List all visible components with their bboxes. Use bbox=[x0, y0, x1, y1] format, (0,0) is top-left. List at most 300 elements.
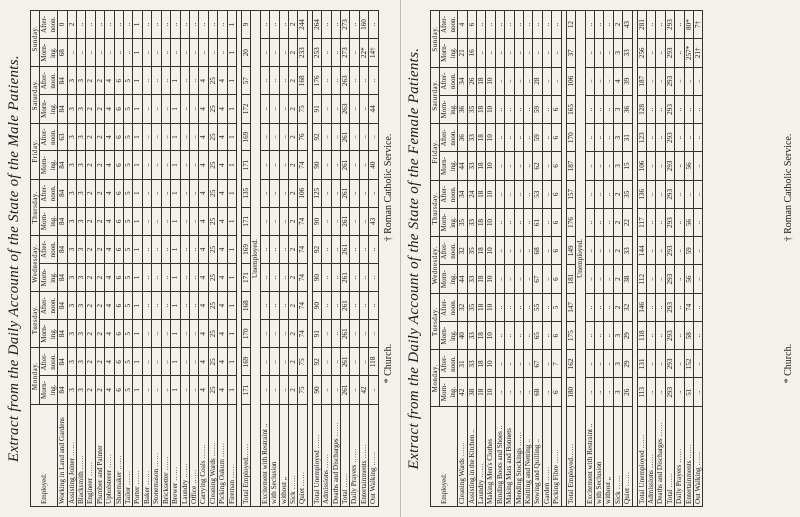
cell-value: 5 bbox=[124, 207, 133, 235]
cell-value: 3 bbox=[67, 95, 76, 123]
cell-value: 152 bbox=[684, 350, 693, 378]
cell-value: 1 bbox=[171, 263, 180, 291]
row-label: Total Employed…… bbox=[241, 404, 250, 506]
row-label: Shoemaker …… bbox=[114, 404, 123, 506]
morning-header: Morn- ing. bbox=[40, 151, 58, 179]
cell-value: 4 bbox=[105, 376, 114, 404]
day-header: Tuesday. bbox=[31, 292, 40, 348]
cell-value: 293 bbox=[665, 237, 674, 265]
cell-value: .. bbox=[152, 207, 161, 235]
cell-value: 4 bbox=[105, 151, 114, 179]
cell-value: .. bbox=[505, 180, 514, 208]
cell-value: 38 bbox=[467, 378, 476, 407]
cell-value: 106 bbox=[566, 67, 575, 95]
table-row bbox=[77, 11, 86, 507]
cell-value: 160 bbox=[359, 11, 368, 39]
cell-value: .. bbox=[514, 67, 523, 95]
cell-value: .. bbox=[322, 263, 331, 291]
cell-value: .. bbox=[675, 321, 684, 350]
cell-value: .. bbox=[585, 152, 594, 181]
cell-value: 2 bbox=[86, 376, 95, 404]
cell-value: .. bbox=[646, 67, 655, 95]
cell-value: 40 bbox=[458, 321, 467, 350]
row-label: without „ bbox=[279, 404, 288, 506]
cell-value: .. bbox=[161, 95, 170, 123]
cell-value: 35 bbox=[623, 180, 632, 208]
cell-value: .. bbox=[260, 292, 269, 320]
cell-value: 1 bbox=[227, 292, 236, 320]
cell-value: 21† bbox=[693, 39, 702, 68]
cell-value: 261 bbox=[341, 151, 350, 179]
cell-value: .. bbox=[279, 95, 288, 123]
cell-value: 293 bbox=[665, 152, 674, 181]
cell-value: .. bbox=[279, 263, 288, 291]
cell-value: .. bbox=[684, 67, 693, 95]
cell-value: .. bbox=[279, 320, 288, 348]
row-label: Plumber and Painter bbox=[95, 404, 104, 506]
cell-value: 4 bbox=[218, 179, 227, 207]
cell-value: .. bbox=[359, 123, 368, 151]
cell-value: 92 bbox=[312, 348, 321, 376]
cell-value: .. bbox=[542, 350, 551, 378]
day-header: Wednesday. bbox=[31, 236, 40, 292]
cell-value: .. bbox=[142, 95, 151, 123]
table-row bbox=[241, 11, 250, 507]
cell-value: 2 bbox=[95, 67, 104, 95]
cell-value: .. bbox=[152, 39, 161, 67]
cell-value: 44 bbox=[458, 152, 467, 181]
cell-value: .. bbox=[542, 95, 551, 124]
cell-value: 261 bbox=[341, 236, 350, 264]
cell-value: 2 bbox=[288, 263, 297, 291]
cell-value: .. bbox=[524, 180, 533, 208]
cell-value: 18 bbox=[477, 378, 486, 407]
cell-value: 25 bbox=[208, 95, 217, 123]
cell-value: .. bbox=[105, 11, 114, 39]
cell-value: .. bbox=[322, 179, 331, 207]
row-label: Brewer …… bbox=[171, 404, 180, 506]
cell-value: .. bbox=[350, 348, 359, 376]
table-row bbox=[684, 11, 693, 507]
cell-value: .. bbox=[495, 293, 504, 321]
cell-value: .. bbox=[495, 208, 504, 237]
cell-value: 75 bbox=[298, 376, 307, 404]
cell-value: 135 bbox=[241, 179, 250, 207]
table-row bbox=[675, 11, 684, 507]
cell-value: 1 bbox=[227, 179, 236, 207]
cell-value: 2 bbox=[95, 179, 104, 207]
cell-value: 74 bbox=[298, 320, 307, 348]
table-row bbox=[270, 11, 279, 507]
cell-value: .. bbox=[542, 237, 551, 265]
cell-value: 1 bbox=[171, 236, 180, 264]
cell-value: 1 bbox=[227, 348, 236, 376]
afternoon-header: After- noon. bbox=[440, 180, 458, 208]
table-row bbox=[552, 11, 561, 507]
cell-value: .. bbox=[189, 95, 198, 123]
cell-value: .. bbox=[142, 11, 151, 39]
cell-value: 171 bbox=[241, 151, 250, 179]
cell-value: .. bbox=[604, 11, 613, 39]
cell-value: 261 bbox=[341, 292, 350, 320]
cell-value: 33 bbox=[467, 124, 476, 152]
table-row bbox=[142, 11, 151, 507]
cell-value: .. bbox=[279, 39, 288, 67]
cell-value: .. bbox=[495, 180, 504, 208]
cell-value: .. bbox=[180, 320, 189, 348]
cell-value: .. bbox=[95, 11, 104, 39]
cell-value: 10 bbox=[486, 293, 495, 321]
cell-value: .. bbox=[260, 320, 269, 348]
cell-value: 3 bbox=[67, 263, 76, 291]
cell-value: 1 bbox=[227, 11, 236, 39]
cell-value: 175 bbox=[566, 321, 575, 350]
cell-value: .. bbox=[260, 11, 269, 39]
table-row bbox=[637, 11, 646, 507]
morning-header: Morn- ing. bbox=[440, 152, 458, 181]
cell-value: .. bbox=[675, 378, 684, 407]
cell-value: 3 bbox=[77, 292, 86, 320]
cell-value: 59 bbox=[533, 95, 542, 124]
cell-value: .. bbox=[542, 11, 551, 39]
table-row bbox=[341, 11, 350, 507]
cell-value: .. bbox=[189, 151, 198, 179]
cell-value: 21 bbox=[458, 39, 467, 68]
morning-header: Morn- ing. bbox=[40, 376, 58, 404]
row-label: Total Unemployed …… bbox=[637, 407, 646, 507]
afternoon-header: After- noon. bbox=[440, 124, 458, 152]
cell-value: 35 bbox=[467, 95, 476, 124]
cell-value: .. bbox=[124, 39, 133, 67]
cell-value: 3 bbox=[613, 124, 622, 152]
cell-value: .. bbox=[594, 124, 603, 152]
morning-header: Morn- ing. bbox=[440, 265, 458, 294]
cell-value: 5 bbox=[124, 123, 133, 151]
cell-value: 44 bbox=[458, 265, 467, 294]
cell-value: .. bbox=[199, 39, 208, 67]
cell-value: 2 bbox=[95, 348, 104, 376]
cell-value: .. bbox=[270, 320, 279, 348]
cell-value: .. bbox=[142, 236, 151, 264]
cell-value: 91 bbox=[312, 320, 321, 348]
cell-value: 1 bbox=[227, 95, 236, 123]
cell-value: 35 bbox=[458, 208, 467, 237]
cell-value: 0 bbox=[58, 11, 67, 39]
cell-value: .. bbox=[331, 39, 340, 67]
day-header: Friday. bbox=[431, 124, 440, 181]
morning-header: Morn- ing. bbox=[440, 95, 458, 124]
cell-value: 187 bbox=[637, 67, 646, 95]
cell-value: .. bbox=[180, 95, 189, 123]
cell-value: .. bbox=[486, 39, 495, 68]
cell-value: 18 bbox=[477, 208, 486, 237]
cell-value: 44 bbox=[369, 95, 378, 123]
cell-value: 43 bbox=[623, 11, 632, 39]
table-row bbox=[486, 11, 495, 507]
cell-value: .. bbox=[322, 207, 331, 235]
cell-value: 146 bbox=[637, 293, 646, 321]
cell-value: 2 bbox=[288, 95, 297, 123]
row-label: Entertainments …… bbox=[684, 407, 693, 507]
cell-value: .. bbox=[142, 292, 151, 320]
cell-value: .. bbox=[322, 11, 331, 39]
cell-value: 29 bbox=[623, 321, 632, 350]
cell-value: 4 bbox=[105, 123, 114, 151]
cell-value: .. bbox=[331, 151, 340, 179]
cell-value: 4 bbox=[613, 67, 622, 95]
cell-value: .. bbox=[260, 376, 269, 404]
table-row bbox=[189, 11, 198, 507]
table-row bbox=[322, 11, 331, 507]
cell-value: 3 bbox=[77, 236, 86, 264]
cell-value: .. bbox=[161, 376, 170, 404]
cell-value: 1 bbox=[133, 263, 142, 291]
cell-value: 3 bbox=[77, 348, 86, 376]
cell-value: 293 bbox=[665, 265, 674, 294]
cell-value: .. bbox=[542, 378, 551, 407]
cell-value: 10 bbox=[486, 321, 495, 350]
cell-value: .. bbox=[514, 208, 523, 237]
cell-value: 74 bbox=[684, 293, 693, 321]
cell-value: .. bbox=[505, 293, 514, 321]
cell-value: 90 bbox=[312, 376, 321, 404]
cell-value: .. bbox=[279, 348, 288, 376]
row-label: Admissions …… bbox=[646, 407, 655, 507]
cell-value: .. bbox=[656, 180, 665, 208]
cell-value: .. bbox=[189, 207, 198, 235]
cell-value: 244 bbox=[298, 11, 307, 39]
cell-value: 2 bbox=[95, 320, 104, 348]
cell-value: .. bbox=[604, 265, 613, 294]
cell-value: 55 bbox=[533, 293, 542, 321]
cell-value: .. bbox=[260, 236, 269, 264]
cell-value: .. bbox=[331, 236, 340, 264]
cell-value: 2 bbox=[95, 95, 104, 123]
cell-value: 67 bbox=[533, 265, 542, 294]
cell-value: .. bbox=[260, 263, 269, 291]
cell-value: 1 bbox=[227, 123, 236, 151]
cell-value: .. bbox=[542, 124, 551, 152]
cell-value: .. bbox=[260, 95, 269, 123]
cell-value: .. bbox=[180, 263, 189, 291]
table-row bbox=[458, 11, 467, 507]
cell-value: 2 bbox=[613, 265, 622, 294]
cell-value: 3 bbox=[67, 151, 76, 179]
cell-value: .. bbox=[180, 236, 189, 264]
cell-value: 18 bbox=[477, 152, 486, 181]
cell-value: 59 bbox=[533, 124, 542, 152]
cell-value: .. bbox=[114, 39, 123, 67]
cell-value: .. bbox=[675, 95, 684, 124]
cell-value: .. bbox=[656, 152, 665, 181]
cell-value: 3 bbox=[67, 292, 76, 320]
morning-header: Morn- ing. bbox=[40, 95, 58, 123]
cell-value: 3 bbox=[67, 207, 76, 235]
cell-value: .. bbox=[270, 95, 279, 123]
cell-value: 3 bbox=[77, 151, 86, 179]
cell-value: 123 bbox=[637, 124, 646, 152]
row-label: Sick …… bbox=[613, 407, 622, 507]
cell-value: 25 bbox=[208, 151, 217, 179]
cell-value: .. bbox=[270, 39, 279, 67]
cell-value: 32 bbox=[458, 237, 467, 265]
cell-value: .. bbox=[693, 293, 702, 321]
cell-value: 264 bbox=[312, 11, 321, 39]
cell-value: .. bbox=[270, 11, 279, 39]
afternoon-header: After- noon. bbox=[40, 292, 58, 320]
cell-value: 293 bbox=[665, 39, 674, 68]
cell-value: 25 bbox=[208, 376, 217, 404]
cell-value: 1 bbox=[171, 292, 180, 320]
cell-value: .. bbox=[161, 236, 170, 264]
cell-value: 6 bbox=[552, 208, 561, 237]
cell-value: .. bbox=[542, 39, 551, 68]
cell-value: .. bbox=[594, 180, 603, 208]
cell-value: 18 bbox=[477, 237, 486, 265]
cell-value: 5 bbox=[124, 67, 133, 95]
cell-value: .. bbox=[693, 208, 702, 237]
cell-value: .. bbox=[656, 39, 665, 68]
cell-value: 43 bbox=[369, 207, 378, 235]
cell-value: 2 bbox=[86, 348, 95, 376]
cell-value: .. bbox=[675, 180, 684, 208]
cell-value: 10 bbox=[486, 208, 495, 237]
cell-value: 4 bbox=[105, 263, 114, 291]
cell-value: 1 bbox=[227, 207, 236, 235]
cell-value: 37 bbox=[566, 39, 575, 68]
cell-value: 4 bbox=[199, 123, 208, 151]
day-header: Saturday. bbox=[431, 67, 440, 124]
cell-value: .. bbox=[585, 350, 594, 378]
cell-value: 2 bbox=[86, 236, 95, 264]
cell-value: .. bbox=[189, 376, 198, 404]
footnote-catholic: † Roman Catholic Service. bbox=[783, 133, 794, 242]
row-label: Binding Boots and Shoes .. bbox=[495, 407, 504, 507]
cell-value: 1 bbox=[133, 348, 142, 376]
morning-header: Morn- ing. bbox=[40, 207, 58, 235]
cell-value: 80* bbox=[684, 11, 693, 39]
cell-value: 12 bbox=[566, 11, 575, 39]
cell-value: 4 bbox=[218, 236, 227, 264]
cell-value: 10 bbox=[486, 95, 495, 124]
cell-value: .. bbox=[505, 124, 514, 152]
cell-value: .. bbox=[142, 39, 151, 67]
cell-value: 4 bbox=[199, 151, 208, 179]
cell-value: .. bbox=[524, 11, 533, 39]
cell-value: 176 bbox=[566, 208, 575, 237]
cell-value: .. bbox=[359, 320, 368, 348]
cell-value: 4 bbox=[218, 95, 227, 123]
cell-value: .. bbox=[486, 11, 495, 39]
afternoon-header: After- noon. bbox=[440, 293, 458, 321]
cell-value: .. bbox=[322, 151, 331, 179]
cell-value: 4 bbox=[199, 348, 208, 376]
cell-value: .. bbox=[675, 11, 684, 39]
cell-value: 3 bbox=[67, 236, 76, 264]
cell-value: 281 bbox=[637, 11, 646, 39]
cell-value: .. bbox=[331, 320, 340, 348]
cell-value: .. bbox=[675, 67, 684, 95]
cell-value: .. bbox=[693, 95, 702, 124]
afternoon-header: After- noon. bbox=[40, 123, 58, 151]
cell-value: .. bbox=[477, 39, 486, 68]
cell-value: .. bbox=[693, 265, 702, 294]
female-patients-panel bbox=[400, 0, 800, 517]
cell-value: .. bbox=[684, 180, 693, 208]
cell-value: 84 bbox=[58, 263, 67, 291]
cell-value: 2 bbox=[95, 376, 104, 404]
table-row bbox=[646, 11, 655, 507]
cell-value: 59 bbox=[684, 237, 693, 265]
cell-value: 4 bbox=[218, 67, 227, 95]
cell-value: 106 bbox=[298, 179, 307, 207]
cell-value: 75 bbox=[298, 95, 307, 123]
female-table bbox=[430, 10, 703, 507]
cell-value: .. bbox=[322, 376, 331, 404]
cell-value: .. bbox=[594, 237, 603, 265]
cell-value: .. bbox=[180, 292, 189, 320]
cell-value: .. bbox=[585, 378, 594, 407]
cell-value: 6 bbox=[552, 237, 561, 265]
cell-value: 31 bbox=[623, 124, 632, 152]
cell-value: .. bbox=[369, 236, 378, 264]
cell-value: .. bbox=[514, 350, 523, 378]
female-title: Extract from the Daily Account of the State of the Female Patients. bbox=[406, 47, 422, 470]
cell-value: .. bbox=[594, 95, 603, 124]
cell-value: 293 bbox=[665, 180, 674, 208]
cell-value: .. bbox=[495, 67, 504, 95]
cell-value: .. bbox=[533, 39, 542, 68]
cell-value: .. bbox=[585, 208, 594, 237]
cell-value: 144 bbox=[637, 237, 646, 265]
cell-value: 187 bbox=[566, 152, 575, 181]
table-row bbox=[566, 11, 575, 507]
cell-value: .. bbox=[505, 11, 514, 39]
afternoon-header: After- noon. bbox=[40, 236, 58, 264]
cell-value: 28 bbox=[533, 67, 542, 95]
cell-value: .. bbox=[279, 376, 288, 404]
cell-value: .. bbox=[270, 236, 279, 264]
table-row bbox=[312, 11, 321, 507]
cell-value: 84 bbox=[58, 179, 67, 207]
cell-value: 261 bbox=[341, 123, 350, 151]
cell-value: 33 bbox=[467, 152, 476, 181]
cell-value: .. bbox=[350, 179, 359, 207]
row-label: Blacksmith …… bbox=[77, 404, 86, 506]
cell-value: 2 bbox=[613, 293, 622, 321]
table-row bbox=[331, 11, 340, 507]
cell-value: .. bbox=[524, 152, 533, 181]
cell-value: .. bbox=[646, 95, 655, 124]
cell-value: 6 bbox=[114, 263, 123, 291]
cell-value: .. bbox=[684, 124, 693, 152]
cell-value: 3 bbox=[613, 350, 622, 378]
table-row bbox=[594, 11, 603, 507]
cell-value: .. bbox=[369, 67, 378, 95]
cell-value: .. bbox=[279, 236, 288, 264]
cell-value: 1 bbox=[227, 151, 236, 179]
cell-value: 51 bbox=[684, 378, 693, 407]
cell-value: 33 bbox=[467, 321, 476, 350]
cell-value: 4 bbox=[199, 179, 208, 207]
cell-value: .. bbox=[656, 124, 665, 152]
cell-value: 118 bbox=[369, 348, 378, 376]
cell-value: 5 bbox=[124, 320, 133, 348]
cell-value: 6 bbox=[114, 236, 123, 264]
cell-value: 1 bbox=[171, 179, 180, 207]
cell-value: 14† bbox=[369, 39, 378, 67]
cell-value: 2 bbox=[86, 179, 95, 207]
